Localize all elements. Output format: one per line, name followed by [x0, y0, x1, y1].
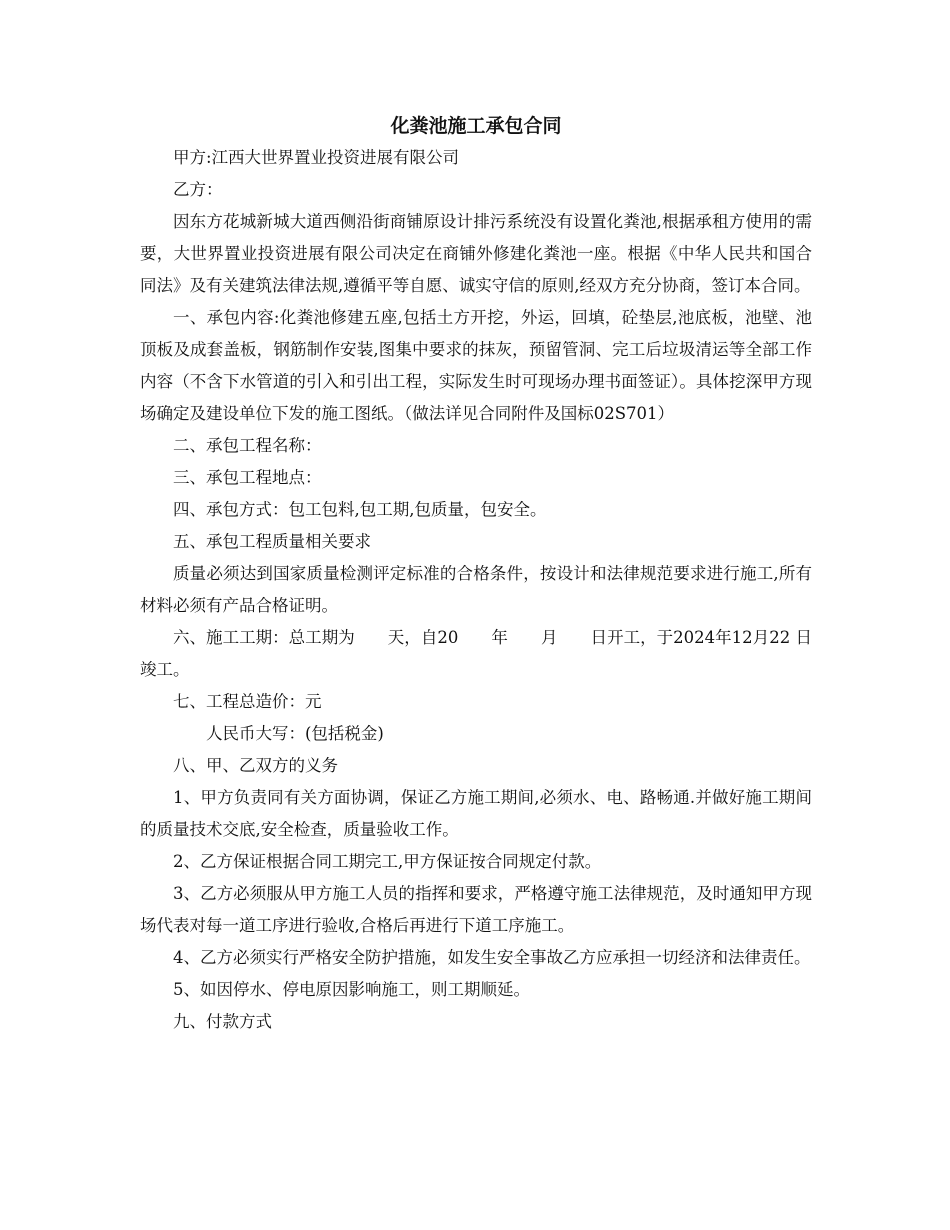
obligation-item-4: 4、乙方必须实行严格安全防护措施，如发生安全事故乙方应承担一切经济和法律责任。	[173, 948, 811, 967]
obligation-item-3: 3、乙方必须服从甲方施工人员的指挥和要求，严格遵守施工法律规范，及时通知甲方现场代表对每一道工序进行验收,合格后再进行下道工序施工。	[140, 884, 812, 935]
intro-paragraph: 因东方花城新城大道西侧沿街商铺原设计排污系统没有设置化粪池,根据承租方使用的需要，大世界置业投资进展有限公司决定在商铺外修建化粪池一座。根据《中华人民共和国合同法》及有关建筑法律法规,遵循平等自愿、诚实守信的原则,经双方充分协商，签订本合同。	[140, 212, 812, 295]
section-7-total-price: 七、工程总造价：元	[173, 692, 322, 711]
section-1-scope: 一、承包内容:化粪池修建五座,包括土方开挖，外运，回填，砼垫层,池底板，池壁、池顶板及成套盖板，钢筋制作安装,图集中要求的抹灰，预留管洞、完工后垃圾清运等全部工作内容（不含下水管道的引入和引出工程，实际发生时可现场办理书面签证）。具体挖深甲方现场确定及建设单位下发的施工图纸。（做法详见合同附件及国标02S701）	[140, 308, 812, 423]
section-7-rmb-amount: 人民币大写：(包括税金)	[206, 724, 384, 743]
section-4-contract-method: 四、承包方式：包工包料,包工期,包质量，包安全。	[173, 500, 547, 519]
section-2-project-name: 二、承包工程名称：	[173, 436, 322, 455]
section-8-obligations-heading: 八、甲、乙双方的义务	[173, 756, 338, 775]
section-5-quality-body: 质量必须达到国家质量检测评定标准的合格条件，按设计和法律规范要求进行施工,所有材料必须有产品合格证明。	[140, 564, 812, 615]
obligation-item-1: 1、甲方负责同有关方面协调，保证乙方施工期间,必须水、电、路畅通.并做好施工期间的质量技术交底,安全检查，质量验收工作。	[140, 788, 812, 839]
obligation-item-5: 5、如因停水、停电原因影响施工，则工期顺延。	[173, 980, 530, 999]
obligation-item-2: 2、乙方保证根据合同工期完工,甲方保证按合同规定付款。	[173, 852, 602, 871]
contract-page	[140, 110, 812, 1038]
party-b-line: 乙方：	[173, 180, 223, 199]
section-5-quality-heading: 五、承包工程质量相关要求	[173, 532, 371, 551]
section-3-project-location: 三、承包工程地点：	[173, 468, 322, 487]
section-6-schedule: 六、施工工期：总工期为 天，自20 年 月 日开工，于2024年12月22 日竣工。	[140, 628, 812, 679]
document-title: 化粪池施工承包合同	[390, 115, 562, 137]
section-9-payment-heading: 九、付款方式	[173, 1012, 272, 1031]
party-a-line: 甲方:江西大世界置业投资进展有限公司	[173, 148, 460, 167]
